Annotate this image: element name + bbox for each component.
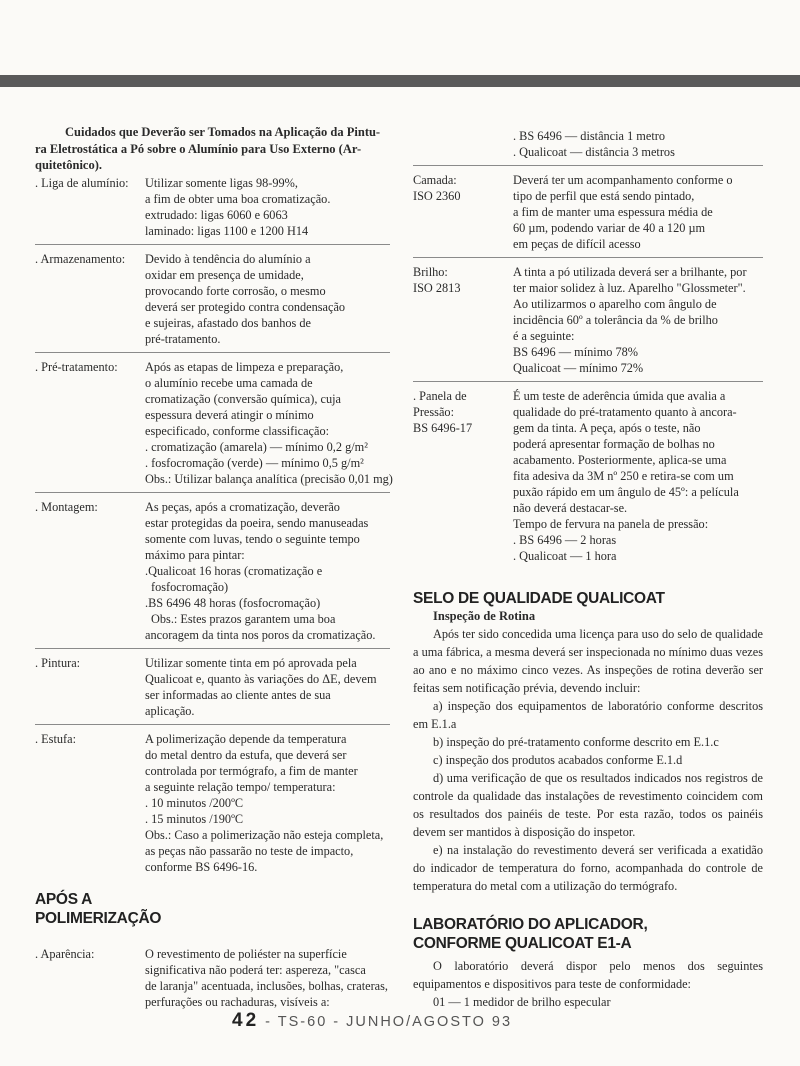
- text-line: acabamento. Posteriormente, aplica-se uma: [513, 453, 727, 467]
- page-footer: [232, 1010, 512, 1032]
- text-line: . BS 6496 — 2 horas: [513, 533, 617, 547]
- row-pre-tratamento: [35, 359, 393, 493]
- text-line: incidência 60º a tolerância da % de brilho: [513, 313, 718, 327]
- row-aparencia: [35, 946, 390, 1015]
- row-liga: [35, 175, 390, 245]
- text-line: .Qualicoat 16 horas (cromatização e: [145, 563, 323, 578]
- text-line: A tinta a pó utilizada deverá ser a brilhante, por: [513, 265, 747, 279]
- text-line: o alumínio recebe uma camada de: [145, 375, 313, 390]
- text-line: extrudado: ligas 6060 e 6063: [145, 207, 288, 222]
- text-line: Obs.: Caso a polimerização não esteja completa,: [145, 827, 384, 842]
- text-line: .BS 6496 48 horas (fosfocromação): [145, 595, 321, 610]
- text-line: e sujeiras, afastado dos banhos de: [145, 315, 311, 330]
- section-title-line: CONFORME QUALICOAT E1-A: [413, 935, 632, 952]
- text-line: . fosfocromação (verde) — mínimo 0,5 g/m²: [145, 455, 364, 470]
- text-line: Devido à tendência do alumínio a: [145, 251, 311, 266]
- text-line: Ao utilizarmos o aparelho com ângulo de: [513, 297, 717, 311]
- text-line: . BS 6496 — distância 1 metro: [513, 129, 665, 143]
- row-value: [145, 359, 393, 487]
- text-line: . 15 minutos /190ºC: [145, 811, 244, 826]
- paragraph: [413, 769, 763, 841]
- text-line: ancoragem da tinta nos poros da cromatização.: [145, 627, 376, 642]
- text-line: estar protegidas da poeira, sendo manuseadas: [145, 515, 369, 530]
- row-value: [145, 946, 390, 1010]
- text-line: BS 6496 — mínimo 78%: [513, 345, 639, 359]
- label-line: Brilho:: [413, 265, 448, 279]
- article-heading: [35, 124, 390, 174]
- row-armazenamento: [35, 251, 390, 353]
- row-value: [145, 175, 390, 239]
- paragraph: [413, 957, 763, 993]
- text-line: controlada por termógrafo, a fim de manter: [145, 763, 358, 778]
- paragraph: [413, 841, 763, 895]
- paragraph-text: O laboratório deverá dispor pelo menos dos seguintes equipamentos e dispositivos para teste de conformidade:: [413, 959, 763, 991]
- paragraph-text: a) inspeção dos equipamentos de laboratório conforme descritos em E.1.a: [413, 699, 763, 731]
- section-title-apos: [35, 890, 390, 928]
- label-line: ISO 2360: [413, 189, 461, 203]
- text-line: Utilizar somente tinta em pó aprovada pela: [145, 655, 357, 670]
- row-value: [145, 655, 390, 719]
- row-label: [413, 388, 513, 564]
- text-line: pré-tratamento.: [145, 331, 221, 346]
- top-rule: [0, 75, 800, 87]
- text-line: . 10 minutos /200ºC: [145, 795, 244, 810]
- text-line: as peças não passarão no teste de impacto,: [145, 843, 354, 858]
- text-line: ser informadas ao cliente antes de sua: [145, 687, 331, 702]
- text-line: Qualicoat e, quanto às variações do ΔE, devem: [145, 671, 377, 686]
- paragraph: [413, 993, 763, 1011]
- section-title-line: APÓS A: [35, 890, 93, 908]
- text-line: poderá apresentar formação de bolhas no: [513, 437, 715, 451]
- text-line: não deverá destacar-se.: [513, 501, 628, 515]
- text-line: A polimerização depende da temperatura: [145, 731, 347, 746]
- right-column: [413, 128, 763, 1011]
- left-column: [35, 124, 393, 1021]
- row-panela: [413, 388, 763, 569]
- text-line: . Qualicoat — 1 hora: [513, 549, 617, 563]
- row-value: [513, 264, 763, 376]
- paragraph: [413, 751, 763, 769]
- text-line: ter maior solidez à luz. Aparelho "Glossmeter".: [513, 281, 746, 295]
- section-title-line: POLIMERIZAÇÃO: [35, 909, 162, 927]
- text-line: Tempo de fervura na panela de pressão:: [513, 517, 709, 531]
- row-label: [413, 264, 513, 376]
- paragraph: [413, 625, 763, 697]
- text-line: deverá ser protegido contra condensação: [145, 299, 346, 314]
- text-line: a fim de manter uma espessura média de: [513, 205, 713, 219]
- text-line: significativa não poderá ter: aspereza, "casca: [145, 962, 366, 977]
- label-line: BS 6496-17: [413, 421, 473, 435]
- row-estufa: [35, 731, 390, 880]
- label-line: . Panela de: [413, 389, 467, 403]
- text-line: somente com luvas, tendo o seguinte tempo: [145, 531, 360, 546]
- text-line: puxão rápido em um ângulo de 45º: a película: [513, 485, 739, 499]
- subsection-title: Inspeção de Rotina: [433, 609, 536, 623]
- text-line: Após as etapas de limpeza e preparação,: [145, 359, 344, 374]
- row-value: [145, 731, 390, 875]
- text-line: 60 µm, podendo variar de 40 a 120 µm: [513, 221, 706, 235]
- text-line: O revestimento de poliéster na superfície: [145, 946, 347, 961]
- row-camada: [413, 172, 763, 258]
- row-value: [513, 172, 763, 252]
- row-label: . Estufa:: [35, 731, 76, 746]
- section-title-line: LABORATÓRIO DO APLICADOR,: [413, 916, 648, 933]
- text-line: perfurações ou rachaduras, visíveis a:: [145, 994, 330, 1009]
- text-line: do metal dentro da estufa, que deverá ser: [145, 747, 347, 762]
- text-line: Obs.: Estes prazos garantem uma boa: [151, 611, 336, 626]
- text-line: cromatização (conversão química), cuja: [145, 391, 341, 406]
- text-line: a fim de obter uma boa cromatização.: [145, 191, 331, 206]
- row-label: . Pintura:: [35, 655, 81, 670]
- text-line: é a seguinte:: [513, 329, 575, 343]
- row-value: [145, 499, 390, 643]
- row-pintura: [35, 655, 390, 725]
- row-label: [413, 172, 513, 252]
- text-line: As peças, após a cromatização, deverão: [145, 499, 340, 514]
- heading-line: ra Eletrostática a Pó sobre o Alumínio para Uso Externo (Ar-: [35, 141, 362, 156]
- text-line: É um teste de aderência úmida que avalia a: [513, 389, 726, 403]
- row-brilho: [413, 264, 763, 382]
- text-line: de laranja" acentuada, inclusões, bolhas, crateras,: [145, 978, 388, 993]
- row-label: . Armazenamento:: [35, 251, 126, 266]
- distance-lines: [413, 128, 763, 166]
- footer-text: - TS-60 - JUNHO/AGOSTO 93: [265, 1014, 513, 1030]
- text-line: laminado: ligas 1100 e 1200 H14: [145, 223, 309, 238]
- text-line: provocando forte corrosão, o mesmo: [145, 283, 326, 298]
- heading-line: Cuidados que Deverão ser Tomados na Aplicação da Pintu-: [65, 125, 381, 139]
- text-line: a seguinte relação tempo/ temperatura:: [145, 779, 336, 794]
- row-value: [145, 251, 390, 347]
- text-line: tipo de perfil que está sendo pintado,: [513, 189, 695, 203]
- row-label: . Montagem:: [35, 499, 98, 514]
- paragraph-text: e) na instalação do revestimento deverá ser verificada a exatidão do indicador de temperatura do forno, acompanhada do controle de temperatura do metal com a utilização do termógrafo.: [413, 843, 763, 893]
- text-line: máximo para pintar:: [145, 547, 245, 562]
- row-label: . Pré-tratamento:: [35, 359, 118, 374]
- text-line: Deverá ter um acompanhamento conforme o: [513, 173, 733, 187]
- label-line: ISO 2813: [413, 281, 461, 295]
- text-line: Obs.: Utilizar balança analítica (precisão 0,01 mg): [145, 471, 393, 486]
- label-line: Pressão:: [413, 405, 454, 419]
- heading-line: quitetônico).: [35, 158, 103, 172]
- paragraph-text: d) uma verificação de que os resultados indicados nos registros de controle da qualidade das instalações de revestimento coincidem com os resultados dos painéis de teste. Por esta razão, todos os painéis devem ser mantidos à disposição do inspetor.: [413, 771, 763, 839]
- text-line: em peças de difícil acesso: [513, 237, 641, 251]
- text-line: fosfocromação): [151, 579, 229, 594]
- text-line: oxidar em presença de umidade,: [145, 267, 304, 282]
- section-title-laboratorio: [413, 915, 763, 953]
- text-line: Qualicoat — mínimo 72%: [513, 361, 644, 375]
- paragraph-text: c) inspeção dos produtos acabados conforme E.1.d: [433, 753, 683, 767]
- section-title-selo: SELO DE QUALIDADE QUALICOAT: [413, 590, 665, 607]
- label-line: Camada:: [413, 173, 457, 187]
- text-line: especificado, conforme classificação:: [145, 423, 330, 438]
- text-line: fita adesiva da 3M nº 250 e retira-se com um: [513, 469, 734, 483]
- row-label: . Aparência:: [35, 946, 95, 961]
- text-line: gem da tinta. A peça, após o teste, não: [513, 421, 701, 435]
- row-label: . Liga de alumínio:: [35, 175, 129, 190]
- text-line: espessura deverá atingir o mínimo: [145, 407, 314, 422]
- row-montagem: [35, 499, 390, 649]
- paragraph-text: b) inspeção do pré-tratamento conforme descrito em E.1.c: [433, 735, 719, 749]
- paragraph: [413, 697, 763, 733]
- paragraph: [413, 733, 763, 751]
- text-line: aplicação.: [145, 703, 195, 718]
- text-line: conforme BS 6496-16.: [145, 859, 258, 874]
- text-line: . Qualicoat — distância 3 metros: [513, 145, 675, 159]
- page-number: 42: [232, 1010, 260, 1031]
- text-line: qualidade do pré-tratamento quanto à ancora-: [513, 405, 737, 419]
- text-line: Utilizar somente ligas 98-99%,: [145, 175, 298, 190]
- paragraph-text: 01 — 1 medidor de brilho especular: [433, 995, 611, 1009]
- text-line: . cromatização (amarela) — mínimo 0,2 g/m²: [145, 439, 368, 454]
- paragraph-text: Após ter sido concedida uma licença para uso do selo de qualidade a uma fábrica, a mesma deverá ser inspecionada no mínimo duas vezes ao ano e no máximo cinco vezes. As inspeções de rotina deverão ser feitas sem notificação prévia, devendo incluir:: [413, 627, 763, 695]
- row-value: [513, 388, 763, 564]
